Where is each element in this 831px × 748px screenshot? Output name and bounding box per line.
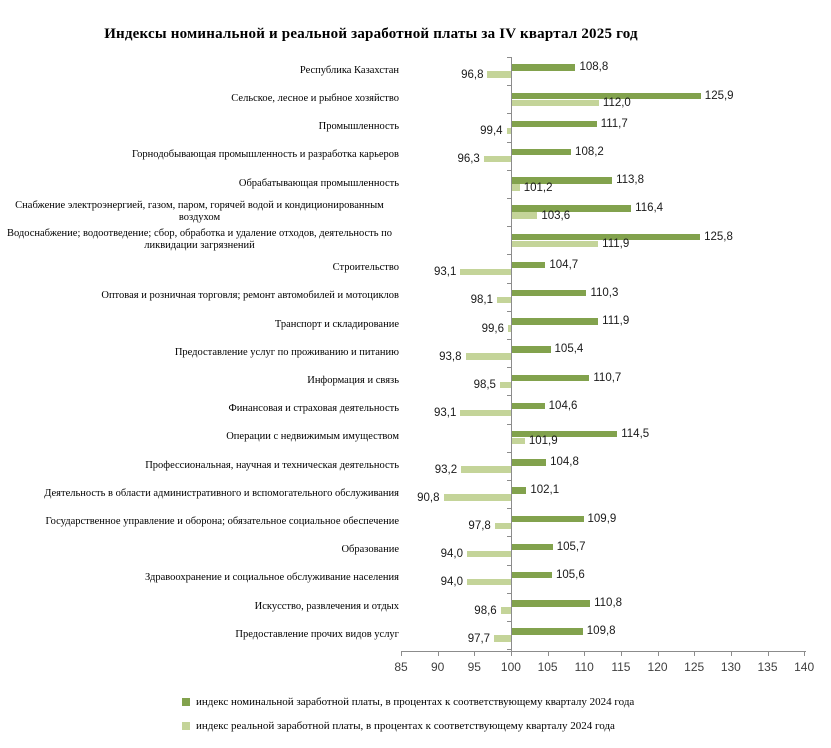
- nominal-value-label: 114,5: [621, 427, 650, 440]
- real-value-label: 94,0: [440, 576, 463, 589]
- nominal-value-label: 125,9: [704, 89, 734, 102]
- nominal-bar: [511, 516, 584, 523]
- category-label: Водоснабжение; водоотведение; сбор, обработка и удаление отходов, деятельность по ликвидации загрязнений: [6, 227, 393, 252]
- nominal-bar: [511, 431, 617, 438]
- value-axis-tick: [438, 651, 439, 656]
- value-axis-tick-label: 135: [757, 660, 778, 674]
- nominal-series-swatch-icon: [182, 698, 190, 706]
- value-axis-tick-label: 85: [394, 660, 408, 674]
- category-tick: [507, 170, 511, 171]
- real-value-label: 99,6: [481, 322, 505, 335]
- category-label: Горнодобывающая промышленность и разработка карьеров: [132, 149, 399, 161]
- category-label: Государственное управление и оборона; обязательное социальное обеспечение: [45, 516, 399, 528]
- category-tick: [507, 367, 511, 368]
- real-value-label: 94,0: [440, 548, 463, 561]
- category-tick: [507, 226, 511, 227]
- nominal-value-label: 102,1: [530, 484, 560, 497]
- category-label: Республика Казахстан: [299, 64, 399, 76]
- nominal-value-label: 108,8: [579, 61, 609, 74]
- real-bar: [484, 156, 511, 163]
- nominal-bar: [511, 459, 546, 466]
- nominal-value-label: 108,2: [575, 145, 604, 158]
- real-value-label: 111,9: [602, 238, 630, 250]
- category-label: Снабжение электроэнергией, газом, паром, горячей водой и кондиционированным воздухом: [15, 199, 384, 224]
- category-tick: [507, 142, 511, 143]
- category-label: Информация и связь: [307, 375, 399, 387]
- nominal-bar: [511, 262, 545, 269]
- value-axis-tick: [658, 651, 659, 656]
- value-axis-tick-label: 120: [647, 660, 668, 674]
- nominal-bar: [511, 628, 583, 635]
- real-bar: [511, 212, 537, 219]
- value-axis-tick: [401, 651, 402, 656]
- real-bar: [461, 466, 511, 473]
- category-tick: [507, 395, 511, 396]
- category-tick: [507, 452, 511, 453]
- value-axis-tick-label: 125: [684, 660, 705, 674]
- nominal-value-label: 116,4: [635, 202, 664, 215]
- value-axis-tick-label: 140: [794, 660, 815, 674]
- real-bar: [511, 100, 599, 107]
- real-value-label: 96,3: [457, 153, 480, 166]
- real-value-label: 103,6: [541, 209, 571, 222]
- category-label: Транспорт и складирование: [274, 318, 399, 330]
- value-axis-tick: [474, 651, 475, 656]
- nominal-bar: [511, 572, 552, 579]
- value-axis-tick-label: 90: [430, 660, 445, 674]
- nominal-bar: [511, 318, 598, 325]
- value-axis-tick-label: 115: [611, 660, 631, 674]
- real-bar: [501, 607, 511, 614]
- value-axis-tick-label: 95: [467, 660, 481, 674]
- real-value-label: 101,9: [528, 435, 558, 448]
- category-tick: [507, 85, 511, 86]
- category-tick: [507, 311, 511, 312]
- chart-title: Индексы номинальной и реальной заработной платы за IV квартал 2025 год: [104, 26, 638, 42]
- real-bar: [511, 438, 525, 445]
- real-value-label: 93,1: [433, 266, 457, 279]
- real-value-label: 90,8: [417, 491, 440, 504]
- nominal-bar: [511, 346, 551, 353]
- real-value-label: 99,4: [480, 125, 503, 138]
- real-value-label: 97,7: [467, 632, 491, 645]
- legend: [182, 696, 634, 732]
- category-label: Искусство, развлечения и отдых: [254, 600, 399, 612]
- nominal-value-label: 113,8: [616, 174, 645, 187]
- real-value-label: 93,2: [434, 463, 458, 476]
- real-value-label: 93,1: [433, 407, 457, 420]
- real-bar: [511, 184, 520, 191]
- category-label: Строительство: [332, 262, 399, 274]
- nominal-bar: [511, 600, 590, 607]
- category-tick: [507, 424, 511, 425]
- category-tick: [507, 593, 511, 594]
- value-axis-tick-label: 110: [574, 660, 594, 674]
- real-bar: [495, 523, 511, 530]
- value-axis-tick: [731, 651, 732, 656]
- real-bar: [466, 353, 511, 360]
- category-label: Образование: [341, 544, 399, 556]
- value-axis-tick-label: 100: [500, 660, 521, 674]
- nominal-bar: [511, 121, 597, 128]
- nominal-value-label: 110,3: [590, 286, 619, 299]
- category-tick: [507, 57, 511, 58]
- real-value-label: 98,6: [474, 604, 497, 617]
- category-tick: [507, 113, 511, 114]
- value-axis-tick: [584, 651, 585, 656]
- real-value-label: 96,8: [461, 68, 484, 81]
- category-label: Операции с недвижимым имуществом: [226, 431, 399, 443]
- nominal-value-label: 104,6: [548, 399, 578, 412]
- real-bar: [494, 635, 511, 642]
- value-axis-tick-label: 105: [537, 660, 558, 674]
- real-value-label: 101,2: [523, 181, 553, 194]
- nominal-value-label: 111,9: [602, 315, 630, 328]
- category-label: Оптовая и розничная торговля; ремонт автомобилей и мотоциклов: [101, 290, 399, 302]
- value-axis-tick: [768, 651, 769, 656]
- nominal-value-label: 105,7: [556, 540, 586, 553]
- nominal-bar: [511, 205, 631, 212]
- legend-item-nominal: [182, 696, 634, 708]
- real-bar: [460, 269, 511, 276]
- category-label: Предоставление услуг по проживанию и питанию: [174, 346, 399, 358]
- nominal-value-label: 110,8: [594, 597, 623, 610]
- nominal-value-label: 105,6: [555, 568, 585, 581]
- value-axis-tick: [694, 651, 695, 656]
- category-label: Обрабатывающая промышленность: [238, 177, 399, 189]
- nominal-bar: [511, 375, 589, 382]
- category-tick: [507, 480, 511, 481]
- value-axis-tick: [804, 651, 805, 656]
- category-label: Финансовая и страховая деятельность: [228, 403, 399, 415]
- nominal-value-label: 104,8: [550, 456, 579, 469]
- real-bar: [460, 410, 511, 417]
- category-axis-line: [511, 57, 512, 655]
- nominal-bar: [511, 290, 586, 297]
- value-axis-tick: [548, 651, 549, 656]
- nominal-bar: [511, 487, 526, 494]
- nominal-bar: [511, 544, 553, 551]
- nominal-value-label: 111,7: [600, 117, 628, 130]
- legend-label-nominal: индекс номинальной заработной платы, в процентах к соответствующему кварталу 2024 года: [196, 696, 635, 708]
- real-bar: [497, 297, 511, 304]
- real-bar: [467, 579, 511, 586]
- real-value-label: 93,8: [439, 350, 462, 363]
- value-axis-tick: [511, 651, 512, 656]
- nominal-value-label: 105,4: [554, 343, 584, 356]
- category-tick: [507, 283, 511, 284]
- value-axis-line: [401, 651, 806, 652]
- real-value-label: 98,5: [473, 379, 496, 391]
- real-value-label: 97,8: [468, 520, 491, 532]
- category-label: Промышленность: [318, 121, 399, 133]
- real-series-swatch-icon: [182, 722, 190, 730]
- category-label: Деятельность в области административного и вспомогательного обслуживания: [44, 487, 399, 499]
- nominal-value-label: 109,9: [587, 512, 617, 525]
- real-bar: [500, 382, 511, 389]
- nominal-bar: [511, 64, 576, 71]
- nominal-bar: [511, 403, 545, 410]
- real-bar: [467, 551, 511, 558]
- real-value-label: 98,1: [470, 294, 494, 307]
- category-tick: [507, 536, 511, 537]
- nominal-value-label: 110,7: [593, 371, 622, 384]
- value-axis-tick: [621, 651, 622, 656]
- nominal-bar: [511, 149, 571, 156]
- nominal-value-label: 104,7: [549, 258, 579, 271]
- category-tick: [507, 508, 511, 509]
- real-bar: [487, 71, 510, 78]
- category-tick: [507, 198, 511, 199]
- category-tick: [507, 565, 511, 566]
- category-label: Предоставление прочих видов услуг: [235, 628, 399, 640]
- category-tick: [507, 621, 511, 622]
- real-value-label: 112,0: [602, 97, 631, 109]
- category-tick: [507, 254, 511, 255]
- nominal-value-label: 125,8: [704, 230, 733, 243]
- real-bar: [511, 241, 598, 248]
- value-axis-tick-label: 130: [720, 660, 741, 674]
- category-label: Сельское, лесное и рыбное хозяйство: [231, 93, 399, 105]
- category-label: Профессиональная, научная и техническая деятельность: [145, 459, 399, 471]
- legend-item-real: [182, 720, 634, 732]
- nominal-value-label: 109,8: [586, 625, 616, 638]
- category-tick: [507, 339, 511, 340]
- legend-label-real: индекс реальной заработной платы, в процентах к соответствующему кварталу 2024 года: [196, 720, 615, 732]
- real-bar: [444, 494, 511, 501]
- category-label: Здравоохранение и социальное обслуживание населения: [145, 572, 399, 584]
